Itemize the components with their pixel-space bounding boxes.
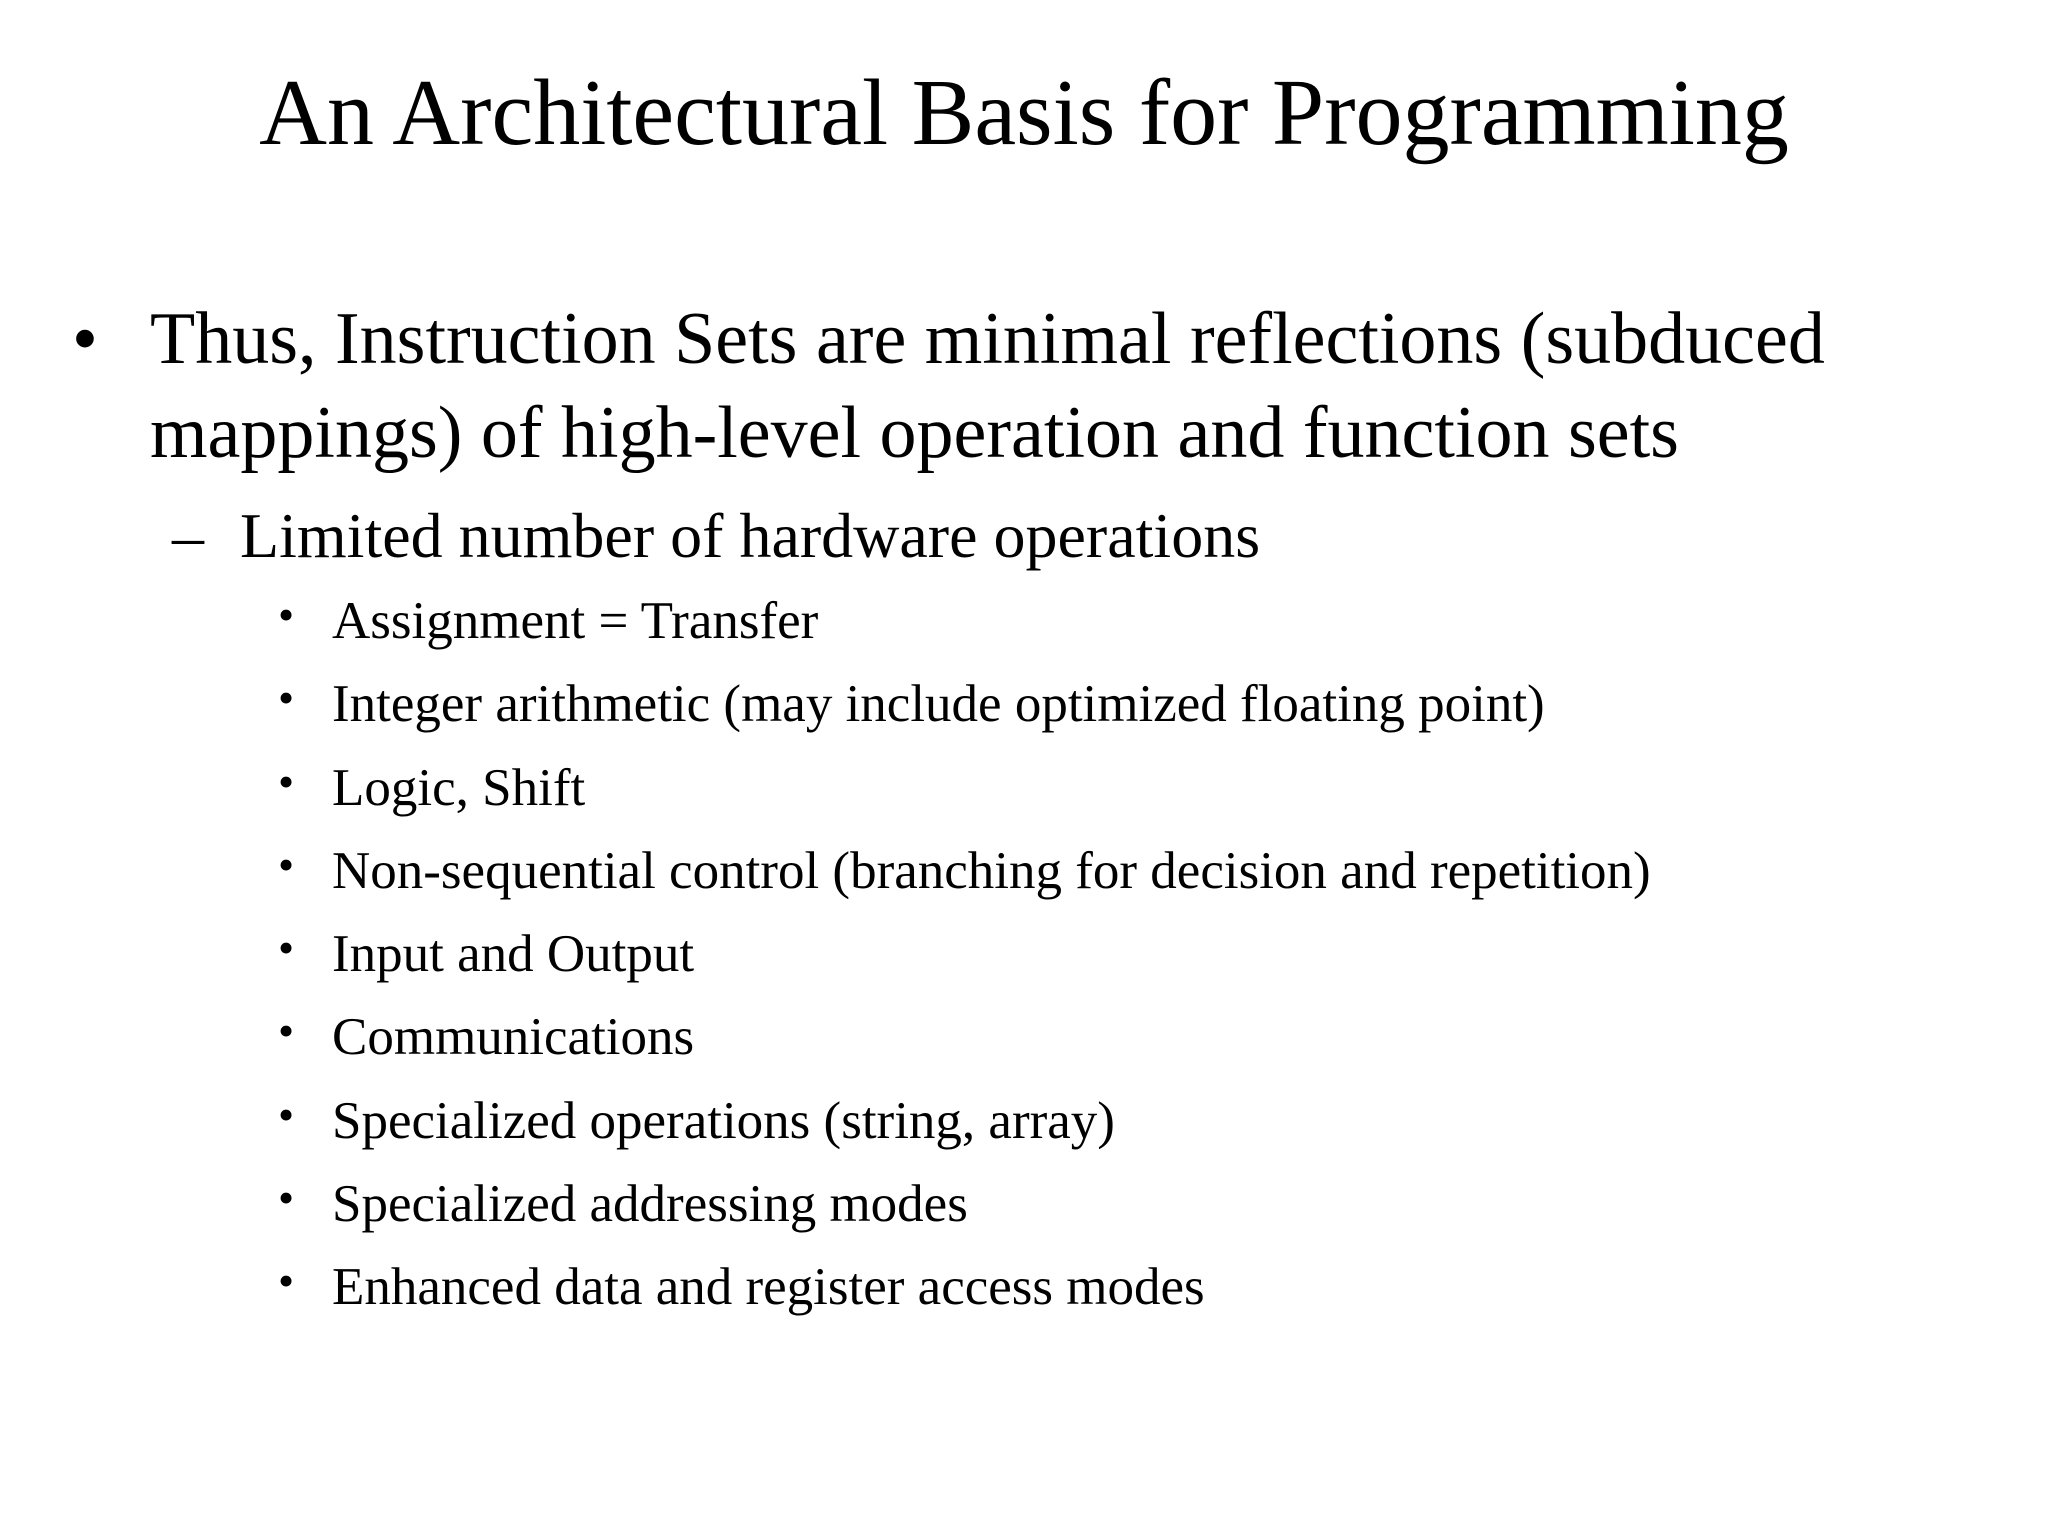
list-item-text: Assignment = Transfer xyxy=(332,592,819,650)
list-item-text: Non-sequential control (branching for decision and repetition) xyxy=(332,841,1651,900)
list-item-text: Integer arithmetic (may include optimized floating point) xyxy=(332,675,1545,734)
list-item xyxy=(278,1002,1978,1085)
bullet-icon: • xyxy=(278,1172,295,1224)
slide-title: An Architectural Basis for Programming xyxy=(259,61,1789,165)
level2-bullet-text: Limited number of hardware operations xyxy=(240,500,1261,571)
list-item-text: Input and Output xyxy=(332,925,695,984)
level3-bullet-list xyxy=(278,586,1978,1336)
bullet-icon: • xyxy=(278,922,295,974)
list-item-text: Communications xyxy=(332,1008,695,1067)
bullet-icon: • xyxy=(278,1005,295,1057)
list-item xyxy=(278,1252,1978,1335)
bullet-icon: • xyxy=(278,755,295,807)
list-item-text: Specialized addressing modes xyxy=(332,1175,968,1234)
list-item xyxy=(278,1086,1978,1169)
list-item-text: Enhanced data and register access modes xyxy=(332,1258,1205,1317)
bullet-icon: • xyxy=(278,838,295,890)
list-item-text: Logic, Shift xyxy=(332,758,586,817)
list-item xyxy=(278,1169,1978,1252)
list-item-text: Specialized operations (string, array) xyxy=(332,1091,1115,1150)
level1-bullet-text: Thus, Instruction Sets are minimal reflections (subduced mappings) of high-level operation and function sets xyxy=(150,298,1825,474)
bullet-icon: • xyxy=(278,1255,295,1307)
list-item xyxy=(278,836,1978,919)
list-item xyxy=(278,669,1978,752)
list-item xyxy=(278,753,1978,836)
bullet-icon: • xyxy=(72,298,98,380)
bullet-icon: • xyxy=(278,1088,295,1140)
list-item xyxy=(278,586,1978,669)
list-item xyxy=(278,919,1978,1002)
dash-icon: – xyxy=(172,500,204,571)
bullet-icon: • xyxy=(278,672,295,724)
bullet-icon: • xyxy=(278,589,295,640)
